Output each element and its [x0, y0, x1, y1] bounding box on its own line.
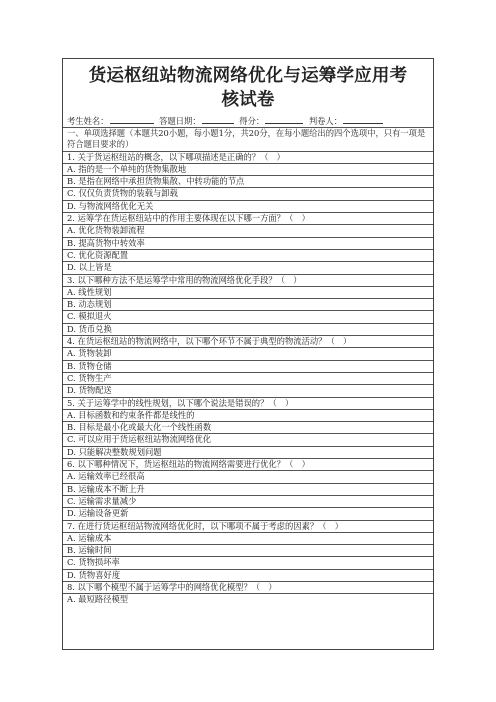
answer-option[interactable]: A. 运输成本 — [63, 532, 433, 544]
answer-option[interactable]: A. 目标函数和约束条件都是线性的 — [63, 409, 433, 421]
answer-option[interactable]: A. 线性规划 — [63, 286, 433, 298]
exam-sheet — [62, 58, 434, 650]
question-stem: 6. 以下哪种情况下，货运枢纽站的物流网络需要进行优化？（ ） — [63, 458, 433, 470]
answer-option[interactable]: D. 货物喜好度 — [63, 569, 433, 581]
answer-option[interactable]: C. 模拟退火 — [63, 310, 433, 322]
answer-option[interactable]: B. 是指在网络中承担货物集散、中转功能的节点 — [63, 175, 433, 187]
answer-option[interactable]: D. 运输设备更新 — [63, 507, 433, 519]
answer-option[interactable]: A. 指的是一个单纯的货物集散地 — [63, 163, 433, 175]
answer-option[interactable]: D. 只能解决整数规划问题 — [63, 446, 433, 458]
score-blank[interactable] — [265, 115, 303, 124]
answer-option[interactable]: A. 最短路径模型 — [63, 593, 433, 605]
answer-option[interactable]: C. 优化资源配置 — [63, 249, 433, 261]
answer-option[interactable]: D. 货币兑换 — [63, 323, 433, 335]
answer-option[interactable]: A. 货物装卸 — [63, 347, 433, 359]
question-stem: 1. 关于货运枢纽站的概念，以下哪项描述是正确的？（ ） — [63, 151, 433, 163]
candidate-name-blank[interactable] — [110, 115, 154, 124]
exam-title-line-2: 核试卷 — [221, 90, 275, 110]
answer-option[interactable]: C. 货物生产 — [63, 372, 433, 384]
grader-label: 判卷人： — [308, 116, 343, 126]
answer-option[interactable]: B. 货物仓储 — [63, 360, 433, 372]
candidate-info-row — [63, 115, 433, 127]
answer-date-blank[interactable] — [202, 115, 234, 124]
answer-option[interactable]: C. 货物损坏率 — [63, 556, 433, 568]
question-stem: 7. 在进行货运枢纽站物流网络优化时，以下哪项不属于考虑的因素？（ ） — [63, 520, 433, 532]
answer-option[interactable]: B. 目标是最小化或最大化一个线性函数 — [63, 421, 433, 433]
exam-title-line-1: 货运枢纽站物流网络优化与运筹学应用考 — [88, 66, 408, 86]
answer-option[interactable]: A. 运输效率已经很高 — [63, 470, 433, 482]
answer-option[interactable]: A. 优化货物装卸流程 — [63, 224, 433, 236]
answer-option[interactable]: C. 运输需求量减少 — [63, 495, 433, 507]
question-list — [63, 151, 433, 606]
score-label: 得分： — [239, 116, 265, 126]
question-stem: 3. 以下哪种方法不是运筹学中常用的物流网络优化手段？（ ） — [63, 274, 433, 286]
question-stem: 5. 关于运筹学中的线性规划，以下哪个说法是错误的？（ ） — [63, 397, 433, 409]
question-stem: 2. 运筹学在货运枢纽站中的作用主要体现在以下哪一方面？（ ） — [63, 212, 433, 224]
question-stem: 4. 在货运枢纽站的物流网络中，以下哪个环节不属于典型的物流活动？（ ） — [63, 335, 433, 347]
answer-option[interactable]: C. 可以应用于货运枢纽站物流网络优化 — [63, 433, 433, 445]
answer-option[interactable]: B. 提高货物中转效率 — [63, 237, 433, 249]
section-instructions: 一、单项选择题（本题共20小题，每小题1分，共20分，在每小题给出的四个选项中，只有一项是符合题目要求的） — [63, 127, 433, 151]
candidate-name-label: 考生姓名： — [67, 116, 109, 126]
grader-blank[interactable] — [343, 115, 383, 124]
answer-option[interactable]: B. 运输成本不断上升 — [63, 483, 433, 495]
answer-option[interactable]: D. 以上皆是 — [63, 261, 433, 273]
answer-option[interactable]: B. 运输时间 — [63, 544, 433, 556]
answer-option[interactable]: D. 货物配送 — [63, 384, 433, 396]
answer-date-label: 答题日期： — [159, 116, 201, 126]
answer-option[interactable]: B. 动态规划 — [63, 298, 433, 310]
exam-title — [63, 59, 433, 112]
answer-option[interactable]: D. 与物流网络优化无关 — [63, 200, 433, 212]
question-stem: 8. 以下哪个模型不属于运筹学中的网络优化模型？（ ） — [63, 581, 433, 593]
answer-option[interactable]: C. 仅仅负责货物的装载与卸载 — [63, 187, 433, 199]
